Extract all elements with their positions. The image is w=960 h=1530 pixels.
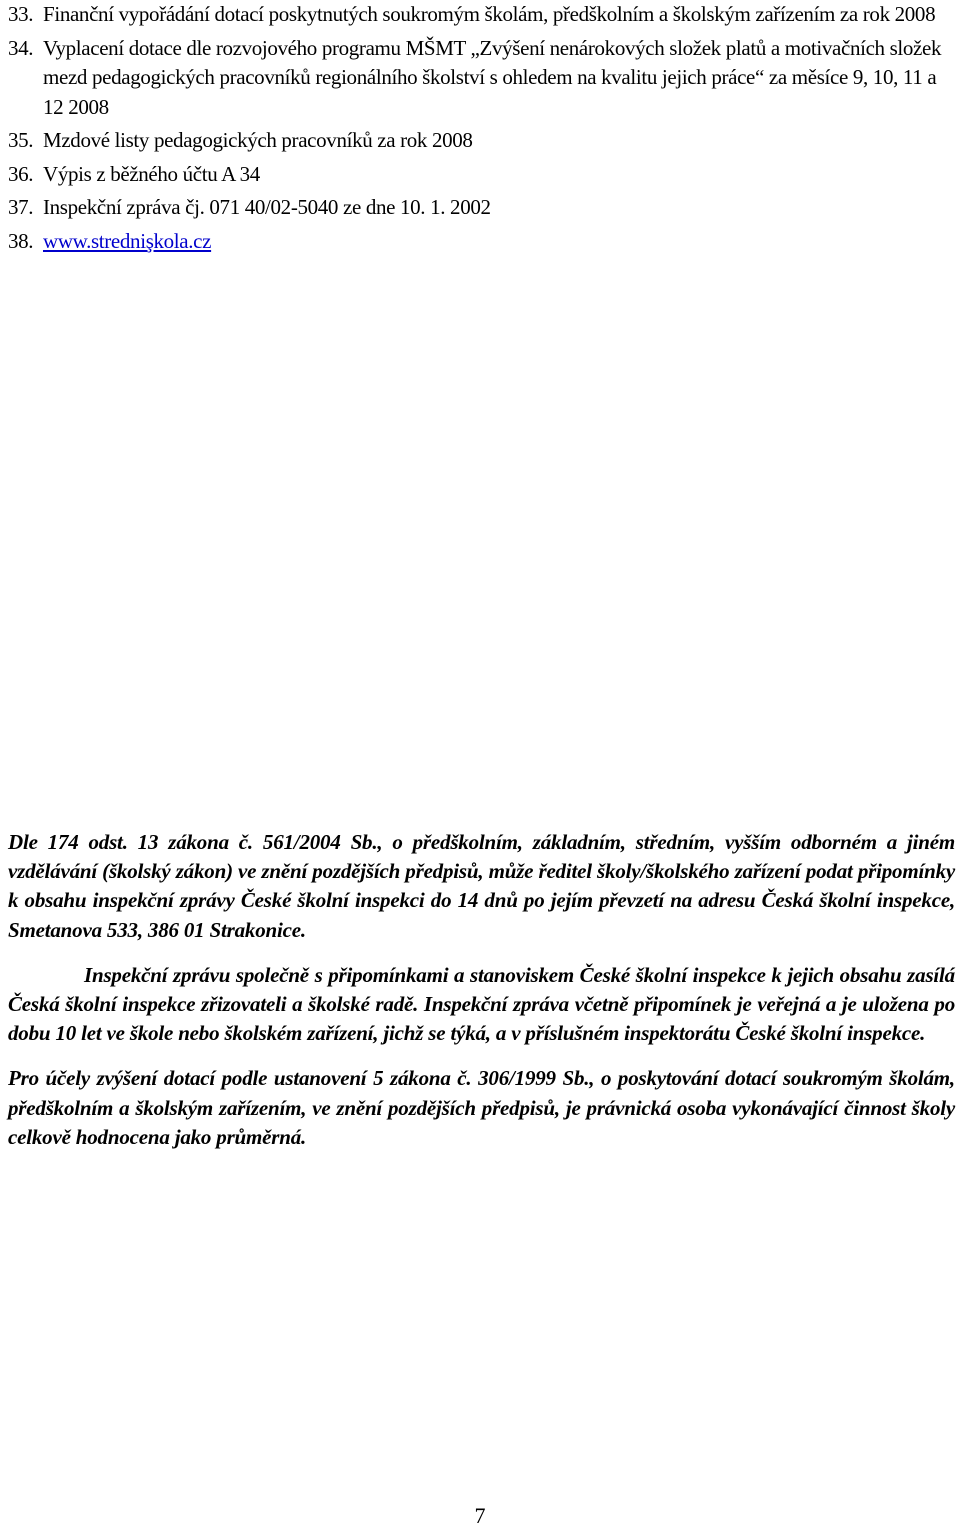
- notice-paragraph-subsidy-rating: Pro účely zvýšení dotací podle ustanovení 5 zákona č. 306/1999 Sb., o poskytování dotací soukromým školám, předškolním a školským zařízením, ve znění pozdějších předpisů, je právnická osoba vykonávající činnost školy celkově hodnocena jako průměrná.: [8, 1066, 955, 1149]
- reference-list: [8, 0, 952, 260]
- list-number: 34.: [8, 35, 34, 60]
- list-text: Vyplacení dotace dle rozvojového programu MŠMT „Zvýšení nenárokových složek platů a motivačních složek mezd pedagogických pracovníků regionálního školství s ohledem na kvalitu jejich práce“ za měsíce 9, 10, 11 a 12 2008: [43, 35, 942, 119]
- list-number: 37.: [8, 195, 34, 219]
- list-text: Mzdové listy pedagogických pracovníků za rok 2008: [43, 128, 473, 152]
- notice-paragraph-distribution: Inspekční zprávu společně s připomínkami a stanoviskem České školní inspekce k jejich obsahu zasílá Česká školní inspekce zřizovateli a školské radě. Inspekční zpráva včetně připomínek je veřejná a je uložena po dobu 10 let ve škole nebo školském zařízení, jichž se týká, a v příslušném inspektorátu České školní inspekce.: [8, 962, 955, 1046]
- list-item-35: [8, 126, 952, 156]
- list-item-37: [8, 193, 952, 223]
- notice-paragraph-objections: Dle 174 odst. 13 zákona č. 561/2004 Sb., o předškolním, základním, středním, vyšším odborném a jiném vzdělávání (školský zákon) ve znění pozdějších předpisů, může ředitel školy/školského zařízení podat připomínky k obsahu inspekční zprávy České školní inspekci do 14 dnů po jejím převzetí na adresu Česká školní inspekce, Smetanova 533, 386 01 Strakonice.: [8, 830, 955, 942]
- website-link[interactable]: www.strednişkola.cz: [43, 228, 212, 253]
- list-number: 33.: [8, 2, 34, 26]
- list-text: Finanční vypořádání dotací poskytnutých soukromým školám, předškolním a školským zařízením za rok 2008: [43, 2, 936, 26]
- list-number: 35.: [8, 128, 34, 152]
- list-item-36: [8, 160, 952, 190]
- inspection-notice: [8, 828, 955, 1168]
- list-text: Výpis z běžného účtu A 34: [43, 161, 260, 186]
- list-item-38: [8, 227, 952, 257]
- list-number: 38.: [8, 228, 34, 253]
- list-text: Inspekční zpráva čj. 071 40/02-5040 ze dne 10. 1. 2002: [43, 195, 491, 219]
- list-item-33: [8, 0, 952, 30]
- list-item-34: [8, 34, 952, 123]
- list-number: 36.: [8, 161, 34, 186]
- page-number: 7: [474, 1503, 486, 1528]
